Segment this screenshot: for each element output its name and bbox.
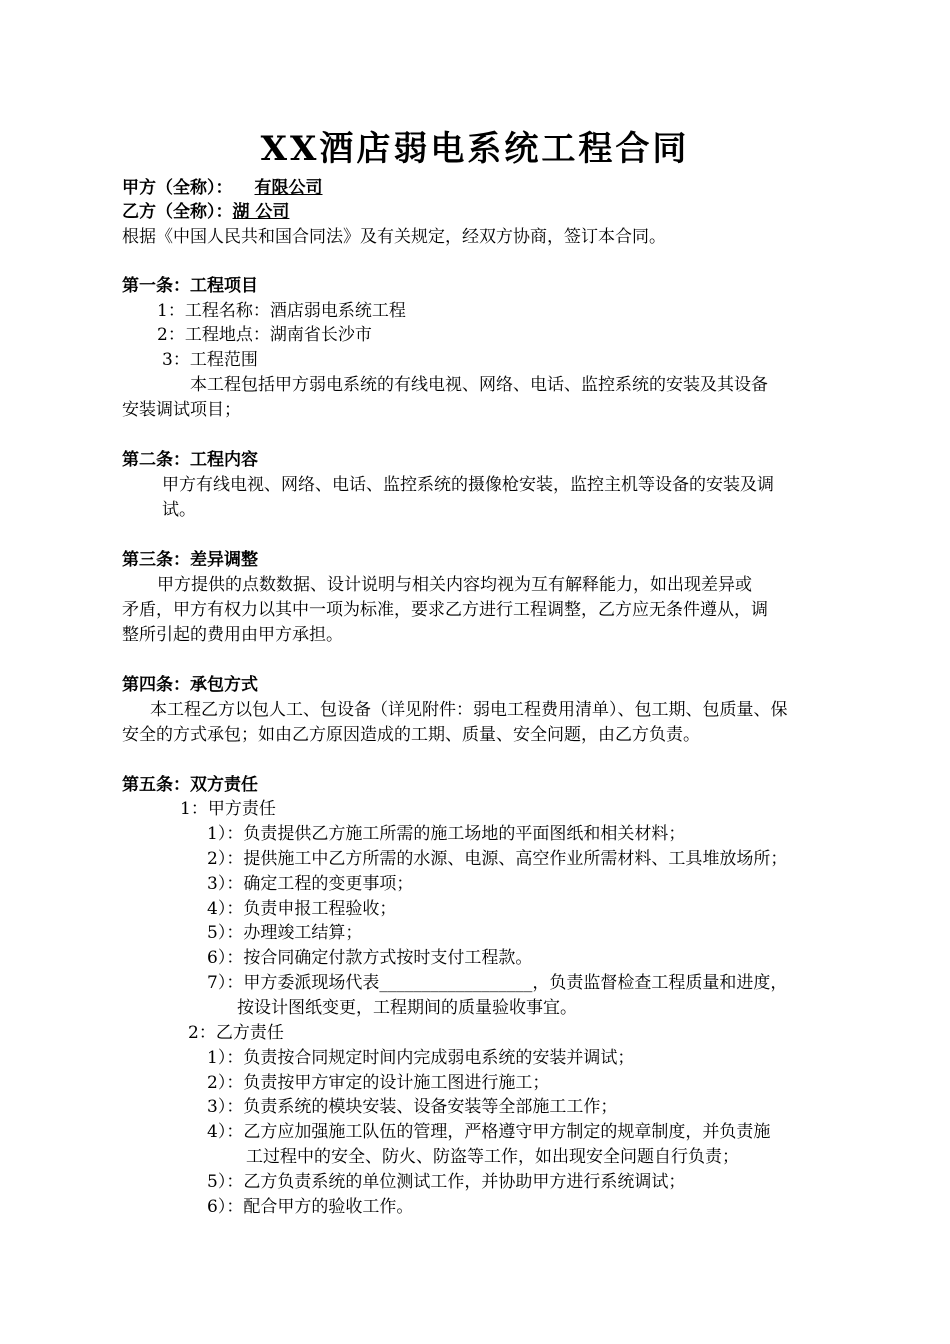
article-4-text-2: 安全的方式承包；如由乙方原因造成的工期、质量、安全问题，由乙方负责。 [122, 725, 700, 745]
party-a-duty-6: 6）：按合同确定付款方式按时支付工程款。 [207, 948, 533, 968]
article-3-heading: 第三条：差异调整 [122, 550, 258, 570]
article-2-heading: 第二条：工程内容 [122, 450, 258, 470]
document-title: XX酒店弱电系统工程合同 [260, 129, 690, 169]
party-b-duty-6: 6）：配合甲方的验收工作。 [207, 1197, 414, 1217]
party-b-line [122, 200, 289, 224]
party-a-duty-2: 2）：提供施工中乙方所需的水源、电源、高空作业所需材料、工具堆放场所； [207, 849, 788, 869]
article-1-scope-text-2: 安装调试项目； [122, 400, 241, 420]
article-1-scope-heading: 3：工程范围 [162, 350, 258, 370]
intro-text: 根据《中国人民共和国合同法》及有关规定，经双方协商，签订本合同。 [122, 227, 666, 247]
party-b-duties-heading: 2：乙方责任 [188, 1023, 284, 1043]
article-5-heading: 第五条：双方责任 [122, 775, 258, 795]
party-b-label: 乙方（全称）： [122, 202, 233, 222]
article-1-project-name: 1：工程名称：酒店弱电系统工程 [157, 301, 406, 321]
party-b-duty-1: 1）：负责按合同规定时间内完成弱电系统的安装并调试； [207, 1048, 635, 1068]
party-a-duty-7-line-2: 按设计图纸变更，工程期间的质量验收事宜。 [237, 998, 577, 1018]
article-2-text-1: 甲方有线电视、网络、电话、监控系统的摄像枪安装，监控主机等设备的安装及调 [162, 475, 774, 495]
party-a-duty-4: 4）：负责申报工程验收； [207, 899, 397, 919]
party-a-value: 有限公司 [254, 178, 323, 198]
party-b-duty-4-line-2: 工过程中的安全、防火、防盗等工作，如出现安全问题自行负责； [246, 1147, 739, 1167]
party-b-value: 湖 公司 [232, 202, 290, 222]
article-1-project-place: 2：工程地点：湖南省长沙市 [157, 325, 372, 345]
article-4-heading: 第四条：承包方式 [122, 675, 258, 695]
party-b-duty-3: 3）：负责系统的模块安装、设备安装等全部施工工作； [207, 1097, 618, 1117]
article-1-heading: 第一条：工程项目 [122, 276, 258, 296]
article-4-text-1: 本工程乙方以包人工、包设备（详见附件：弱电工程费用清单）、包工期、包质量、保 [150, 700, 788, 720]
party-b-duty-5: 5）：乙方负责系统的单位测试工作，并协助甲方进行系统调试； [207, 1172, 686, 1192]
party-a-duty-5: 5）：办理竣工结算； [207, 923, 363, 943]
party-a-line [122, 176, 323, 200]
article-3-text-3: 整所引起的费用由甲方承担。 [122, 625, 343, 645]
party-a-label: 甲方（全称）： [122, 178, 233, 198]
article-3-text-2: 矛盾，甲方有权力以其中一项为标准，要求乙方进行工程调整，乙方应无条件遵从，调 [122, 600, 768, 620]
party-b-duty-2: 2）：负责按甲方审定的设计施工图进行施工； [207, 1073, 550, 1093]
party-a-duty-3: 3）：确定工程的变更事项； [207, 874, 414, 894]
article-2-text-2: 试。 [162, 500, 196, 520]
party-a-duty-7-line-1: 7）：甲方委派现场代表__________________，负责监督检查工程质量和进度， [207, 973, 788, 993]
article-1-scope-text-1: 本工程包括甲方弱电系统的有线电视、网络、电话、监控系统的安装及其设备 [190, 375, 768, 395]
party-b-duty-4-line-1: 4）：乙方应加强施工队伍的管理，严格遵守甲方制定的规章制度，并负责施 [207, 1122, 771, 1142]
party-a-duty-1: 1）：负责提供乙方施工所需的施工场地的平面图纸和相关材料； [207, 824, 686, 844]
party-a-duties-heading: 1：甲方责任 [180, 799, 276, 819]
article-3-text-1: 甲方提供的点数数据、设计说明与相关内容均视为互有解释能力，如出现差异或 [157, 575, 752, 595]
